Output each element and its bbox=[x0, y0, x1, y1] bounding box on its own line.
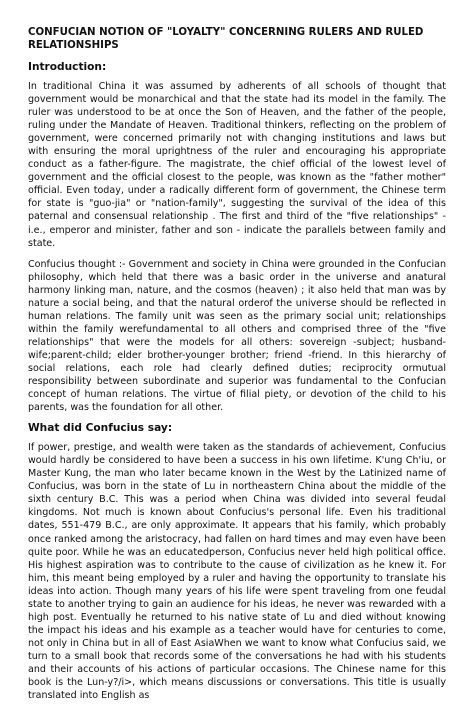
section-heading-introduction: Introduction: bbox=[28, 61, 107, 73]
introduction-paragraph-2: Confucius thought :- Government and society in China were grounded in the Confucian philosophy, which held that there was a basic order in the universe and anatural harmony linking man, nature, and the cosmos (heaven) ; it also held that man was by nature a social being, and that the natural orderof the universe should be reflected in human relations. The family unit was seen as the primary social unit; relationships within the family werefundamental to all others and comprised three of the "five relationships" that were the models for all others: sovereign -subject; husband-wife;parent-child; elder brother-younger brother; friend -friend. In this hierarchy of social relations, each role had clearly defined duties; reciprocity ormutual responsibility between subordinate and superior was fundamental to the Confucian concept of human relations. The virtue of filial piety, or devotion of the child to his parents, was the foundation for all other. bbox=[28, 258, 446, 414]
confucius-paragraph-1: If power, prestige, and wealth were taken as the standards of achievement, Confucius would hardly be considered to have been a success in his own lifetime. K'ung Ch'iu, or Master Kung, the man who later became known in the West by the Latinized name of Confucius, was born in the state of Lu in northeastern China about the middle of the sixth century B.C. This was a period when China was divided into several feudal kingdoms. Not much is known about Confucius's personal life. Even his traditional dates, 551-479 B.C., are only approximate. It appears that his family, which probably once ranked among the aristocracy, had fallen on hard times and may even have been quite poor. While he was an educatedperson, Confucius never held high political office. His highest aspiration was to contribute to the cause of civilization as he knew it. For him, this meant being employed by a ruler and having the opportunity to translate his ideas into action. Though many years of his life were spent traveling from one feudal state to another trying to gain an audience for his ideas, he never was rewarded with a high post. Eventually he returned to his native state of Lu and died without knowing the impact his ideas and his example as a teacher would have for centuries to come, not only in China but in all of East AsiaWhen we want to know what Confucius said, we turn to a small book that records some of the conversations he had with his students and their accounts of his actions of particular occasions. The Chinese name for this book is the Lun-y?/i>, which means discussions or conversations. This title is usually translated into English as bbox=[28, 442, 446, 702]
document-title: CONFUCIAN NOTION OF "LOYALTY" CONCERNING RULERS AND RULED RELATIONSHIPS bbox=[28, 27, 424, 51]
section-heading-what-did-confucius-say: What did Confucius say: bbox=[28, 422, 173, 435]
document-page bbox=[28, 26, 446, 710]
introduction-paragraph-1: In traditional China it was assumed by adherents of all schools of thought that government would be monarchical and that the state had its model in the family. The ruler was understood to be at once the Son of Heaven, and the father of the people, ruling under the Mandate of Heaven. Traditional thinkers, reflecting on the problem of government, were concerned primarily not with changing institutions and laws but with ensuring the moral uprightness of the ruler and encouraging his appropriate conduct as a father-figure. The magistrate, the chief official of the lowest level of government and the official closest to the people, was known as the "father mother" official. Even today, under a radically different form of government, the Chinese term for state is "guo-jia" or "nation-family", suggesting the survival of the idea of this paternal and consensual relationship . The first and third of the "five relationships" - i.e., emperor and minister, father and son - indicate the parallels between family and state. bbox=[28, 81, 446, 249]
